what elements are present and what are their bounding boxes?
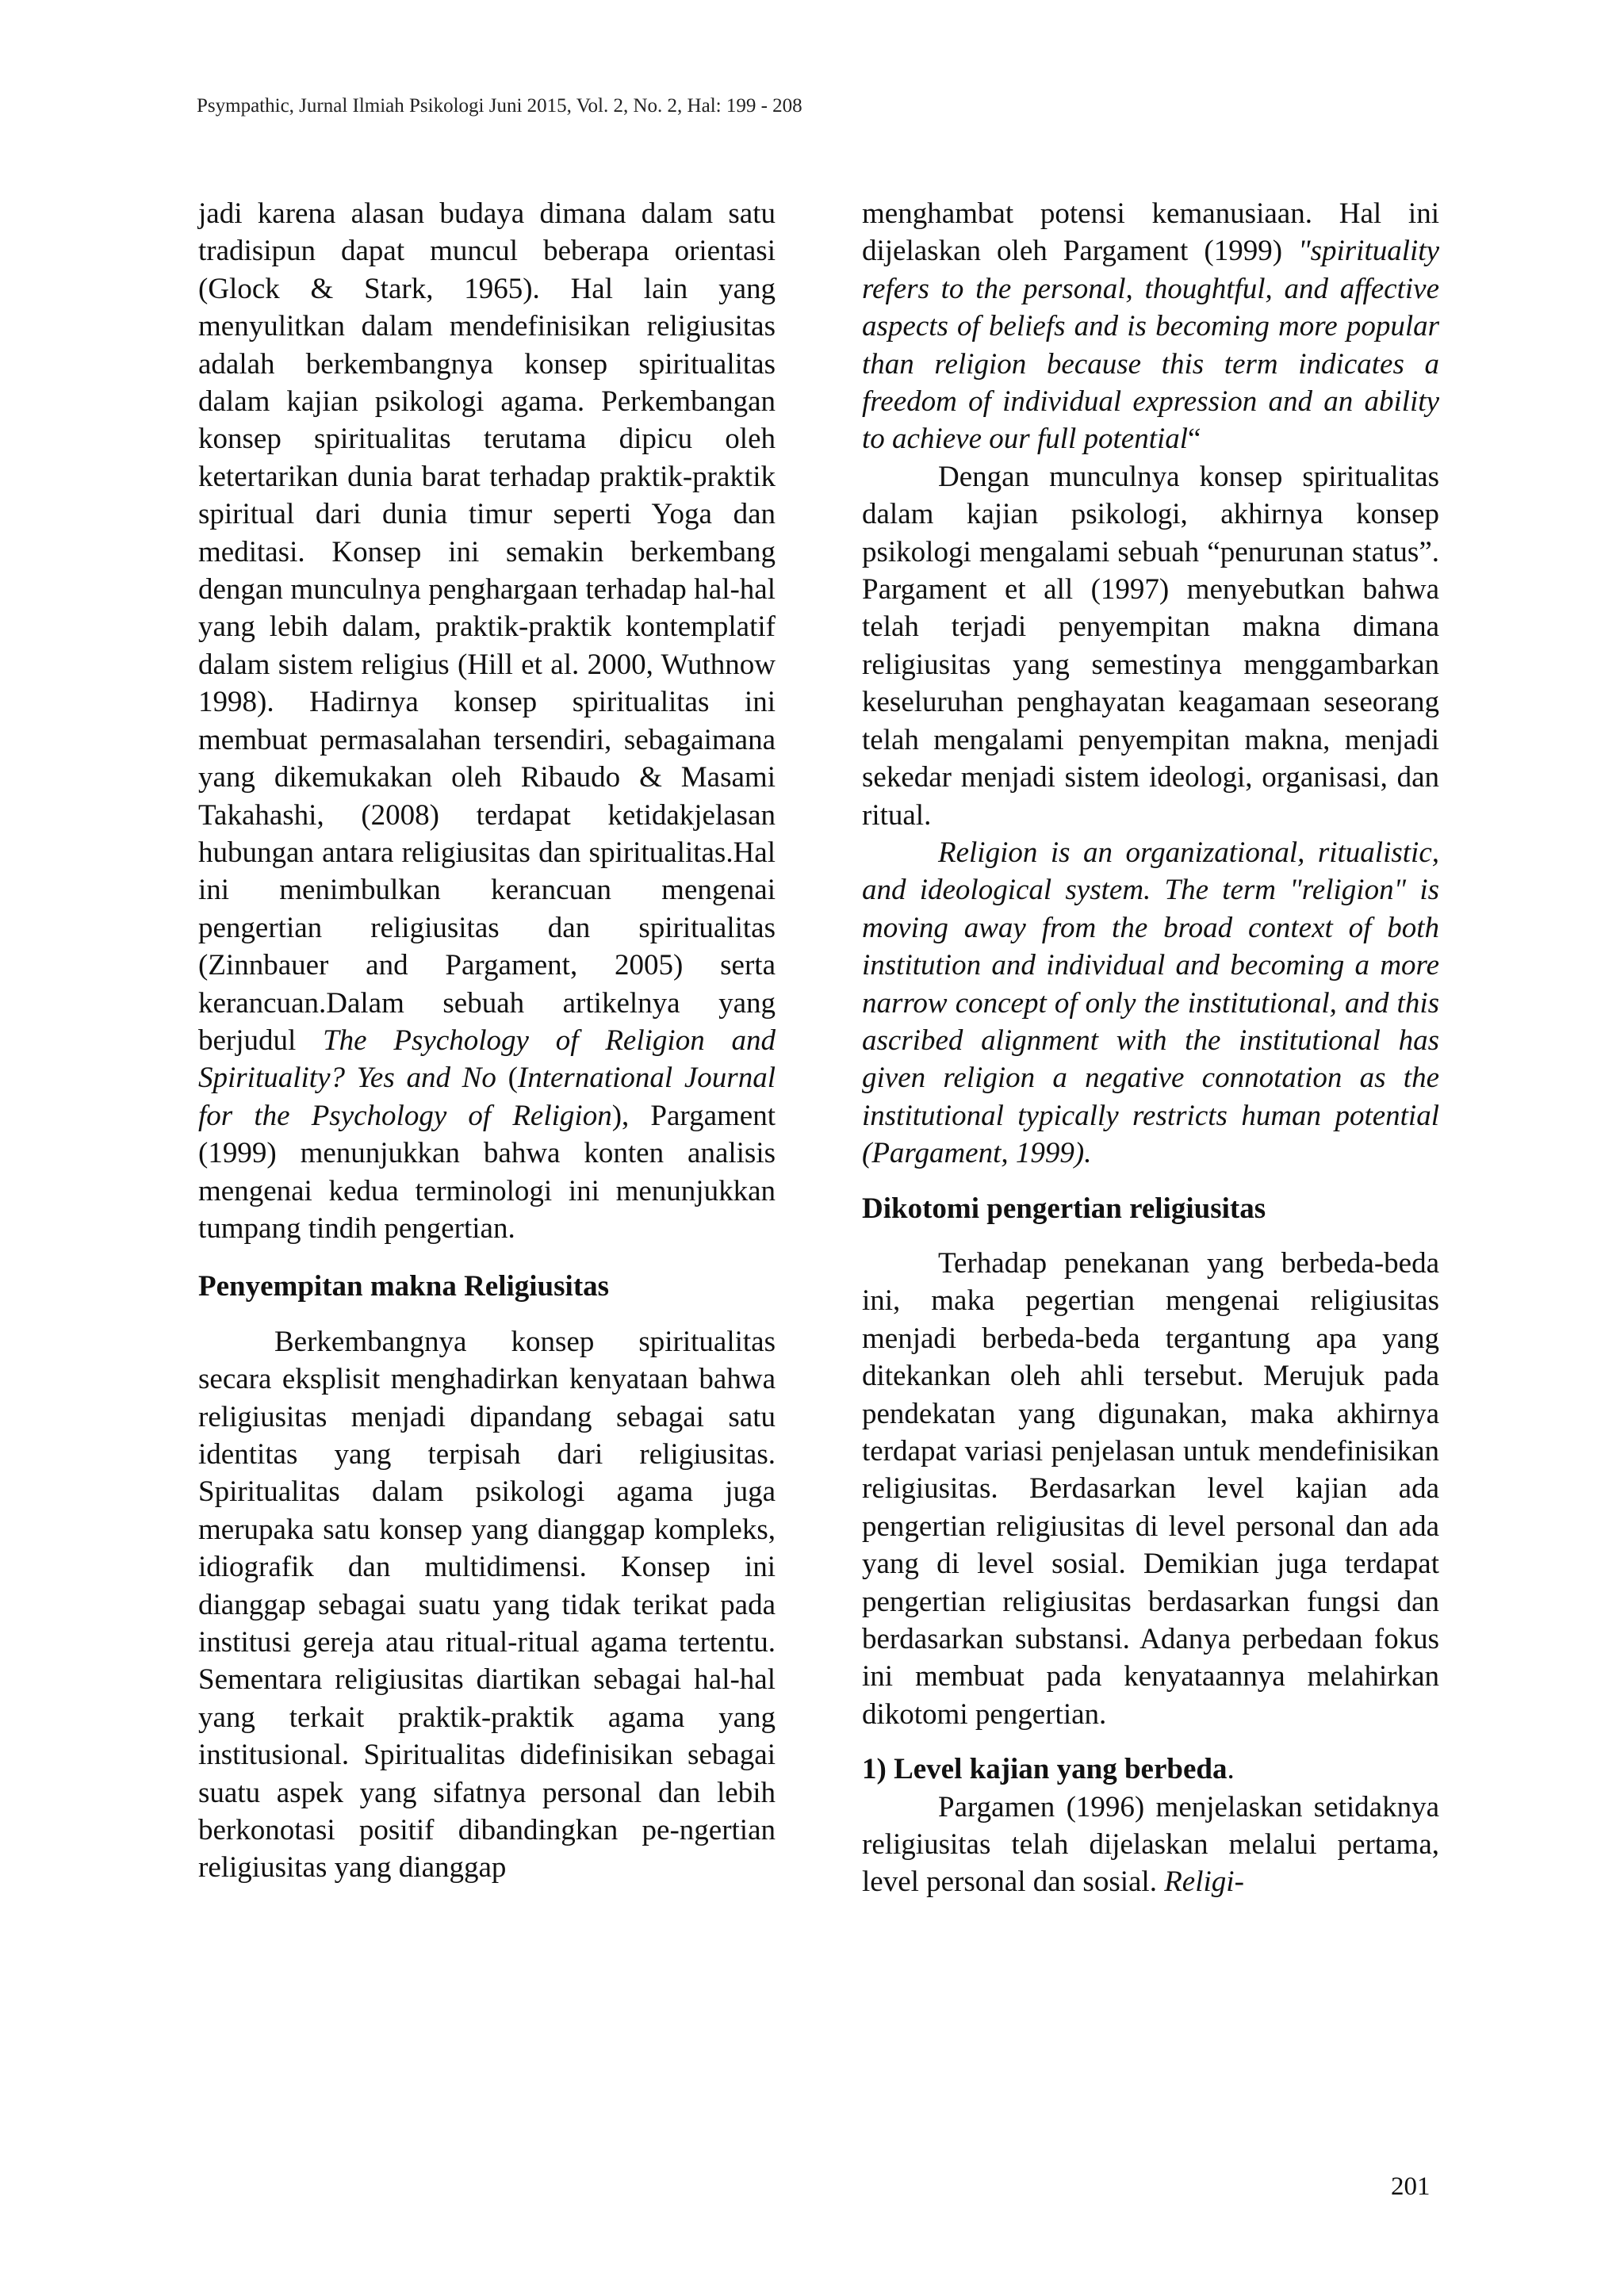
right-column (862, 195, 1439, 1901)
left-p1-paren: ( (496, 1062, 518, 1095)
right-p5-text: Pargamen (1996) menjelaskan setidaknya religiusitas telah dijelaskan melalui pertama, level personal dan sosial. (862, 1790, 1439, 1899)
running-header: Psympathic, Jurnal Ilmiah Psikologi Juni 2015, Vol. 2, No. 2, Hal: 199 - 208 (197, 95, 802, 117)
right-paragraph-1 (862, 195, 1439, 458)
left-p1-text: jadi karena alasan budaya dimana dalam satu tradisipun dapat muncul beberapa orientasi (Glock & Stark, 1965). Hal lain yang menyulitkan dalam mendefinisikan religiusitas adalah berkembangnya konsep spiritualitas dalam kajian psikologi agama. Perkembangan konsep spiritualitas terutama dipicu oleh ketertarikan dunia barat terhadap praktik-praktik spiritual dari dunia timur seperti Yoga dan meditasi. Konsep ini semakin berkembang dengan munculnya penghargaan terhadap hal-hal yang lebih dalam, praktik-praktik kontemplatif dalam sistem religius (Hill et al. 2000, Wuthnow 1998). Hadirnya konsep spiritualitas ini membuat permasalahan tersendiri, sebagaimana yang dikemukakan oleh Ribaudo & Masami Takahashi, (2008) terdapat ketidakjelasan hubungan antara religiusitas dan spiritualitas.Hal ini menimbulkan kerancuan mengenai pengertian religiusitas dan spiritualitas (Zinnbauer and Pargament, 2005) serta kerancuan.Dalam sebuah artikelnya yang berjudul (198, 197, 776, 1057)
subsection-heading-text: 1) Level kajian yang berbeda (862, 1753, 1228, 1786)
left-paragraph-2: Berkembangnya konsep spiritualitas secara eksplisit menghadirkan kenyataan bahwa religiusitas menjadi dipandang sebagai satu identitas yang terpisah dari religiusitas. Spiritualitas dalam psikologi agama juga merupaka satu konsep yang dianggap kompleks, idiografik dan multidimensi. Konsep ini dianggap sebagai suatu yang tidak terikat pada institusi gereja atau ritual-ritual agama tertentu. Sementara religiusitas diartikan sebagai hal-hal yang terkait praktik-praktik agama yang institusional. Spiritualitas didefinisikan sebagai suatu aspek yang sifatnya personal dan lebih berkonotasi positif dibandingkan pe-ngertian religiusitas yang dianggap (198, 1325, 776, 1885)
left-p1-end: ), Pargament (1999) menunjukkan bahwa konten analisis mengenai kedua terminologi ini menunjukkan tumpang tindih pengertian. (198, 1099, 776, 1245)
right-paragraph-5 (862, 1789, 1439, 1901)
page-number: 201 (1391, 2172, 1431, 2201)
section-heading-penyempitan: Penyempitan makna Religiusitas (198, 1270, 610, 1303)
right-paragraph-3-quote (862, 834, 1439, 1173)
left-column (198, 195, 776, 1887)
subsection-heading-level-kajian (862, 1751, 1439, 1788)
spirituality-quote-italic: "spirituality refers to the personal, thoughtful, and affective aspects of beliefs and is becoming more popular than religion because this term indicates a freedom of individual expression and an ability to achieve our full potential (862, 235, 1439, 456)
right-paragraph-4: Terhadap penekanan yang berbeda-beda ini, maka pegertian mengenai religiusitas menjadi berbeda-beda tergantung apa yang ditekankan oleh ahli tersebut. Merujuk pada pendekatan yang digunakan, maka akhirnya terdapat variasi penjelasan untuk mendefinisikan religiusitas. Berdasarkan level kajian ada pengertian religiusitas di level personal dan ada yang di level sosial. Demikian juga terdapat pengertian religiusitas berdasarkan fungsi dan berdasarkan substansi. Adanya perbedaan fokus ini membuat pada kenyataannya melahirkan dikotomi pengertian. (862, 1246, 1439, 1731)
right-paragraph-2: Dengan munculnya konsep spiritualitas dalam kajian psikologi, akhirnya konsep psikologi mengalami sebuah “penurunan status”. Pargament et all (1997) menyebutkan bahwa telah terjadi penyempitan makna dimana religiusitas yang semestinya menggambarkan keseluruhan penghayatan keagamaan seseorang telah mengalami penyempitan makna, menjadi sekedar menjadi sistem ideologi, organisasi, dan ritual. (862, 460, 1439, 832)
subsection-heading-dot: . (1227, 1753, 1235, 1786)
article-title-italic: The Psychology of Religion and Spirituality? Yes and No (198, 1024, 776, 1095)
right-p5-italic: Religi- (1164, 1866, 1244, 1899)
journal-title-italic: International Journal for the Psychology of Religion (198, 1062, 776, 1132)
section-heading-dikotomi: Dikotomi pengertian religiusitas (862, 1192, 1266, 1225)
left-paragraph-1 (198, 195, 776, 1247)
right-p1-close-quote: “ (1188, 423, 1201, 456)
right-p1-text: menghambat potensi kemanusiaan. Hal ini dijelaskan oleh Pargament (1999) (862, 197, 1439, 268)
religion-quote-italic: Religion is an organizational, ritualistic, and ideological system. The term "religion" is moving away from the broad context of both institution and individual and becoming a more narrow concept of only the institutional, and this ascribed alignment with the institutional has given religion a negative connotation as the institutional typically restricts human potential (Pargament, 1999). (862, 836, 1439, 1170)
